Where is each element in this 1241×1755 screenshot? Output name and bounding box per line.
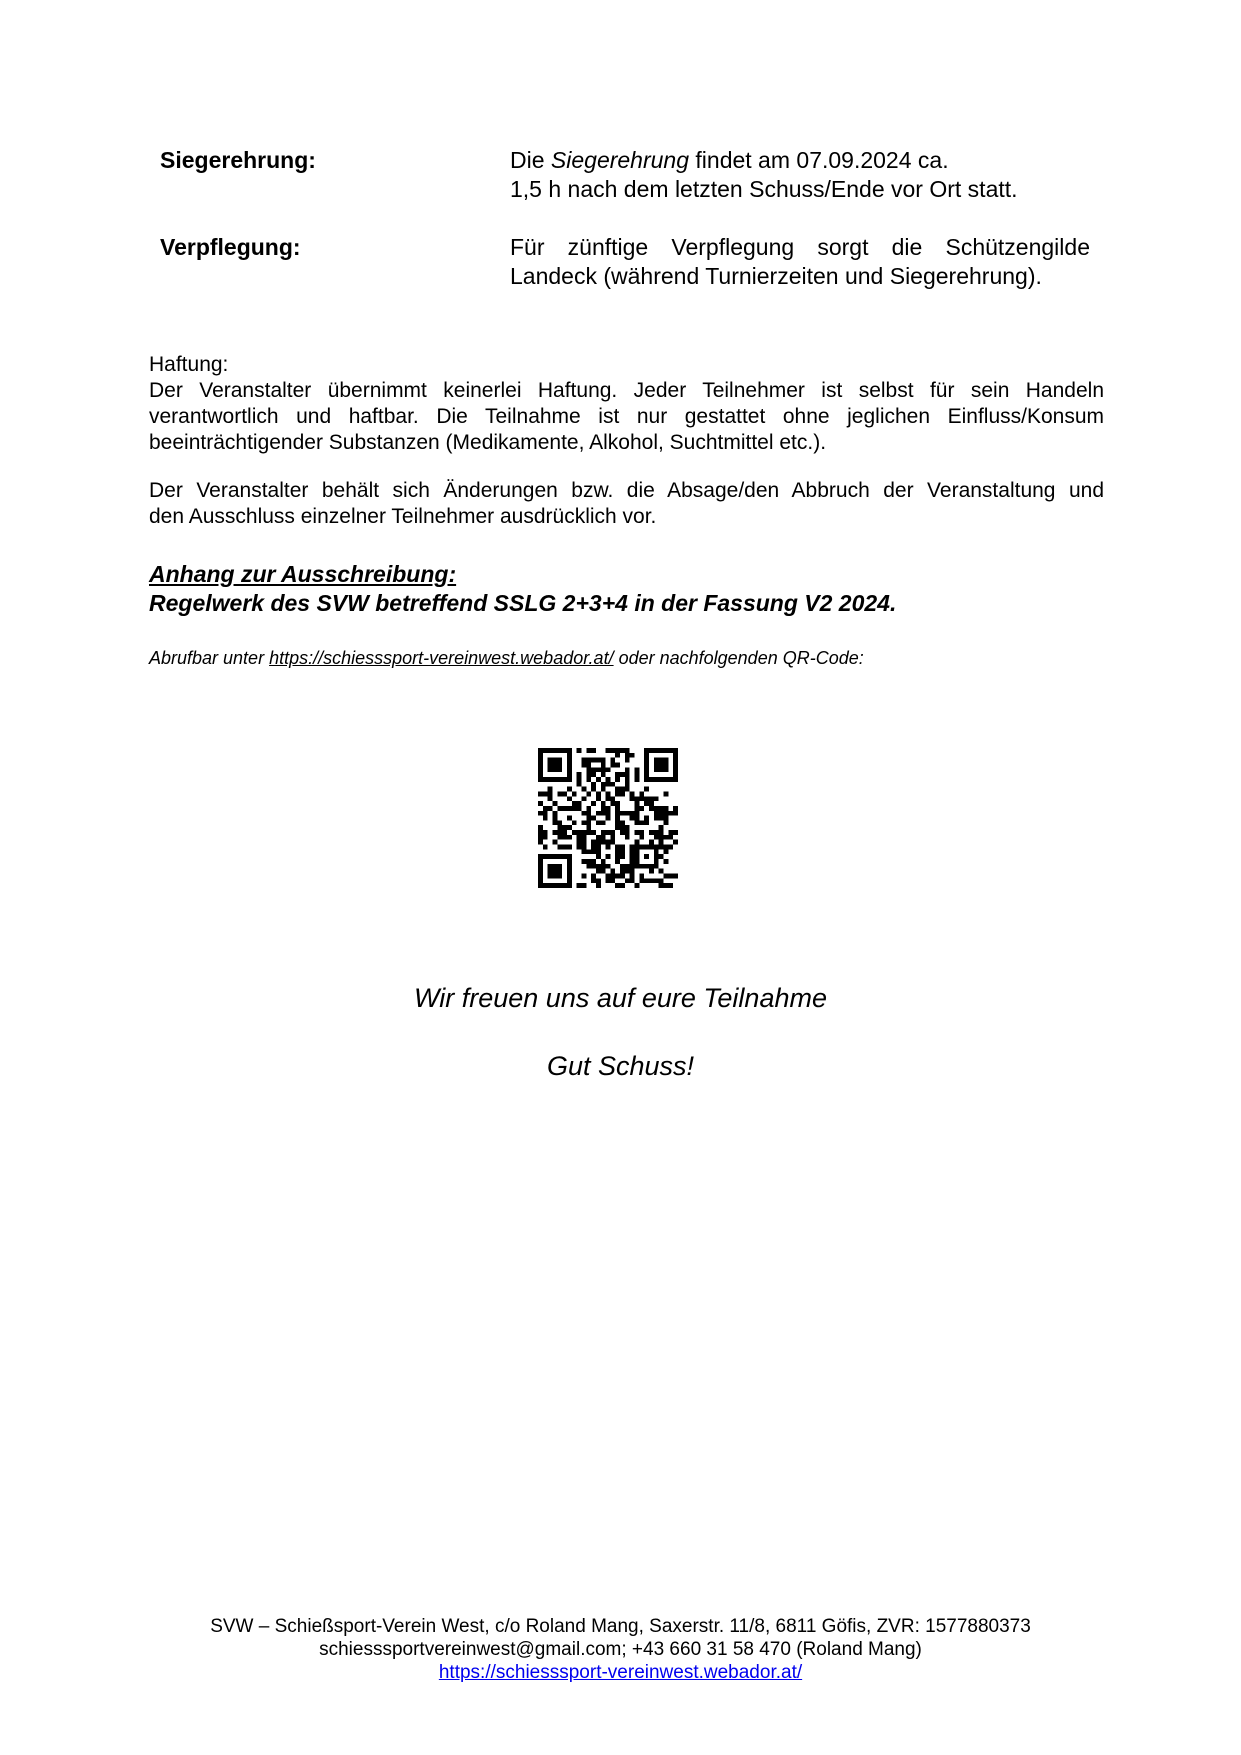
footer-link[interactable]: https://schiesssport-vereinwest.webador.at/ xyxy=(438,1662,803,1683)
catering-text xyxy=(510,233,1090,291)
liability-line-3: beeinträchtigender Substanzen (Medikamente, Alkohol, Suchtmittel etc.). xyxy=(149,431,827,454)
qr-code xyxy=(538,748,678,888)
footer-contact: schiesssportvereinwest@gmail.com; +43 660 31 58 470 (Roland Mang) xyxy=(319,1639,922,1660)
annex-title: Anhang zur Ausschreibung: xyxy=(149,561,457,587)
award-ceremony-italic: Siegerehrung xyxy=(550,147,690,173)
award-ceremony-line-1: Die Siegerehrung findet am 07.09.2024 ca. xyxy=(510,147,949,173)
catering-line-1: Für zünftige Verpflegung sorgt die Schützengilde xyxy=(510,234,1090,260)
annex-subtitle: Regelwerk des SVW betreffend SSLG 2+3+4 in der Fassung V2 2024. xyxy=(149,590,897,616)
closing-line-2: Gut Schuss! xyxy=(546,1051,695,1081)
liability-section xyxy=(149,352,1104,456)
footer xyxy=(0,1615,1241,1684)
liability-line-1: Der Veranstalter übernimmt keinerlei Haftung. Jeder Teilnehmer ist selbst für sein Handeln xyxy=(149,379,1104,402)
annex-section xyxy=(149,560,896,618)
changes-line-1: Der Veranstalter behält sich Änderungen bzw. die Absage/den Abbruch der Veranstaltung und xyxy=(149,479,1104,502)
liability-line-2: verantwortlich und haftbar. Die Teilnahme ist nur gestattet ohne jeglichen Einfluss/Konsum xyxy=(149,405,1104,428)
award-ceremony-label: Siegerehrung: xyxy=(160,147,316,173)
catering-label: Verpflegung: xyxy=(160,234,301,260)
availability-note: Abrufbar unter https://schiesssport-vereinwest.webador.at/ oder nachfolgenden QR-Code: xyxy=(149,648,864,668)
changes-section xyxy=(149,478,1104,530)
award-ceremony-line-2: 1,5 h nach dem letzten Schuss/Ende vor Ort statt. xyxy=(510,176,1018,202)
catering-line-2: Landeck (während Turnierzeiten und Siegerehrung). xyxy=(510,263,1042,289)
award-ceremony-text xyxy=(510,146,1090,204)
closing-line-1: Wir freuen uns auf eure Teilnahme xyxy=(414,983,827,1013)
liability-heading: Haftung: xyxy=(149,353,229,376)
footer-address: SVW – Schießsport-Verein West, c/o Roland Mang, Saxerstr. 11/8, 6811 Göfis, ZVR: 1577880373 xyxy=(210,1616,1031,1637)
changes-line-2: den Ausschluss einzelner Teilnehmer ausdrücklich vor. xyxy=(149,505,657,528)
availability-link[interactable]: https://schiesssport-vereinwest.webador.at/ xyxy=(269,648,614,668)
